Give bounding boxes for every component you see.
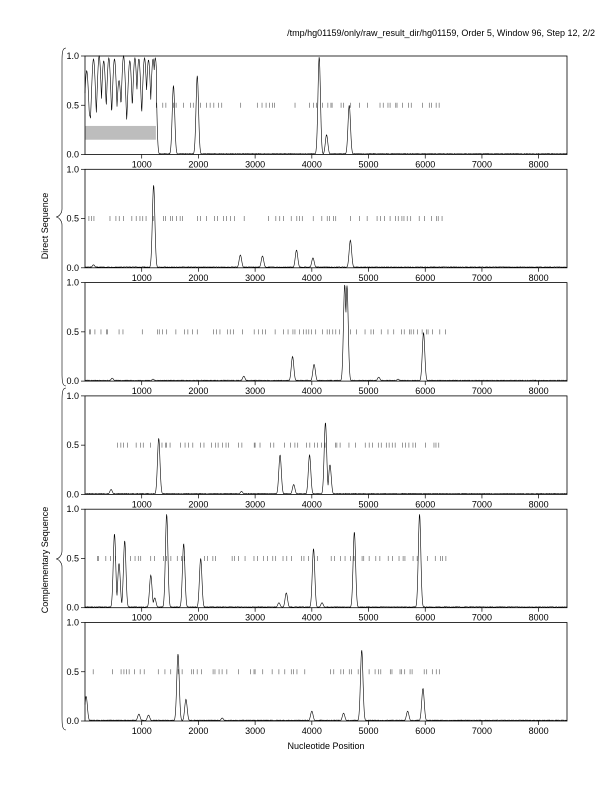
x-tick-label: 7000: [471, 612, 492, 623]
x-tick-label: 1000: [131, 159, 152, 170]
tick-marks: [93, 669, 439, 674]
panels: [66, 51, 567, 736]
brace-direct: [56, 48, 66, 386]
x-tick-label: 4000: [301, 726, 322, 736]
series-line: [85, 423, 567, 494]
x-tick-label: 5000: [358, 159, 379, 170]
y-tick-label: 1.0: [66, 277, 79, 288]
x-tick-label: 3000: [245, 159, 266, 170]
y-tick-label: 0.5: [66, 213, 79, 224]
plot-frame: [85, 169, 567, 267]
x-tick-label: 6000: [415, 159, 436, 170]
x-tick-label: 1000: [131, 499, 152, 510]
y-tick-label: 0.5: [66, 666, 79, 677]
plot-frame: [85, 623, 567, 722]
x-tick-label: 1000: [131, 726, 152, 736]
series-line: [85, 650, 567, 720]
y-tick-label: 1.0: [66, 617, 79, 628]
tick-marks: [97, 556, 445, 561]
y-tick-label: 0.0: [66, 262, 79, 273]
panel-1: [66, 51, 567, 170]
x-tick-label: 4000: [301, 499, 322, 510]
x-tick-label: 8000: [528, 726, 549, 736]
x-tick-label: 3000: [245, 726, 266, 736]
x-tick-label: 2000: [188, 386, 209, 397]
panel-4: [66, 391, 567, 510]
tick-marks: [90, 329, 446, 334]
x-tick-label: 2000: [188, 612, 209, 623]
x-tick-label: 7000: [471, 159, 492, 170]
y-tick-label: 0.0: [66, 602, 79, 613]
x-tick-label: 6000: [415, 272, 436, 283]
y-tick-label: 1.0: [66, 504, 79, 515]
x-tick-label: 2000: [188, 726, 209, 736]
plot-frame: [85, 396, 567, 495]
series-line: [85, 185, 567, 267]
highlight-band: [85, 126, 156, 140]
y-tick-label: 0.0: [66, 489, 79, 500]
y-tick-label: 0.5: [66, 440, 79, 451]
x-tick-label: 6000: [415, 386, 436, 397]
panel-5: [66, 504, 567, 623]
y-tick-label: 0.5: [66, 326, 79, 337]
x-axis-label: Nucleotide Position: [287, 741, 365, 751]
y-tick-label: 0.0: [66, 149, 79, 160]
x-tick-label: 1000: [131, 272, 152, 283]
x-tick-label: 2000: [188, 272, 209, 283]
tick-marks: [89, 216, 442, 221]
x-tick-label: 3000: [245, 612, 266, 623]
x-tick-label: 6000: [415, 612, 436, 623]
x-tick-label: 7000: [471, 726, 492, 736]
y-tick-label: 0.5: [66, 553, 79, 564]
x-tick-label: 6000: [415, 726, 436, 736]
x-tick-label: 5000: [358, 386, 379, 397]
direct-sequence-label: Direct Sequence: [40, 192, 50, 260]
x-tick-label: 5000: [358, 726, 379, 736]
y-tick-label: 0.5: [66, 100, 79, 111]
plot-frame: [85, 56, 567, 155]
tick-marks: [117, 443, 438, 448]
y-tick-label: 1.0: [66, 51, 79, 61]
x-tick-label: 1000: [131, 386, 152, 397]
series-line: [85, 514, 567, 607]
x-tick-label: 7000: [471, 386, 492, 397]
y-tick-label: 1.0: [66, 164, 79, 175]
x-tick-label: 5000: [358, 612, 379, 623]
x-tick-label: 5000: [358, 272, 379, 283]
plot-frame: [85, 509, 567, 608]
figure-header: /tmp/hg01159/only/raw_result_dir/hg01159, Order 5, Window 96, Step 12, 2/2: [287, 28, 595, 38]
x-tick-label: 4000: [301, 612, 322, 623]
x-tick-label: 2000: [188, 159, 209, 170]
x-tick-label: 7000: [471, 272, 492, 283]
x-tick-label: 6000: [415, 499, 436, 510]
x-tick-label: 4000: [301, 386, 322, 397]
x-tick-label: 5000: [358, 499, 379, 510]
x-tick-label: 8000: [528, 499, 549, 510]
x-tick-label: 2000: [188, 499, 209, 510]
x-tick-label: 8000: [528, 159, 549, 170]
complementary-sequence-label: Complementary Sequence: [40, 506, 50, 614]
panel-2: [66, 164, 567, 282]
y-tick-label: 1.0: [66, 390, 79, 401]
x-tick-label: 7000: [471, 499, 492, 510]
y-tick-label: 0.0: [66, 376, 79, 387]
x-tick-label: 1000: [131, 612, 152, 623]
x-tick-label: 3000: [245, 499, 266, 510]
x-tick-label: 3000: [245, 272, 266, 283]
panel-3: [66, 278, 567, 397]
x-tick-label: 8000: [528, 612, 549, 623]
x-tick-label: 3000: [245, 386, 266, 397]
panel-6: [66, 618, 567, 737]
series-line: [85, 56, 567, 154]
x-tick-label: 8000: [528, 272, 549, 283]
y-tick-label: 0.0: [66, 716, 79, 726]
brace-complementary: [56, 388, 66, 730]
x-tick-label: 8000: [528, 386, 549, 397]
x-tick-label: 4000: [301, 159, 322, 170]
x-tick-label: 4000: [301, 272, 322, 283]
